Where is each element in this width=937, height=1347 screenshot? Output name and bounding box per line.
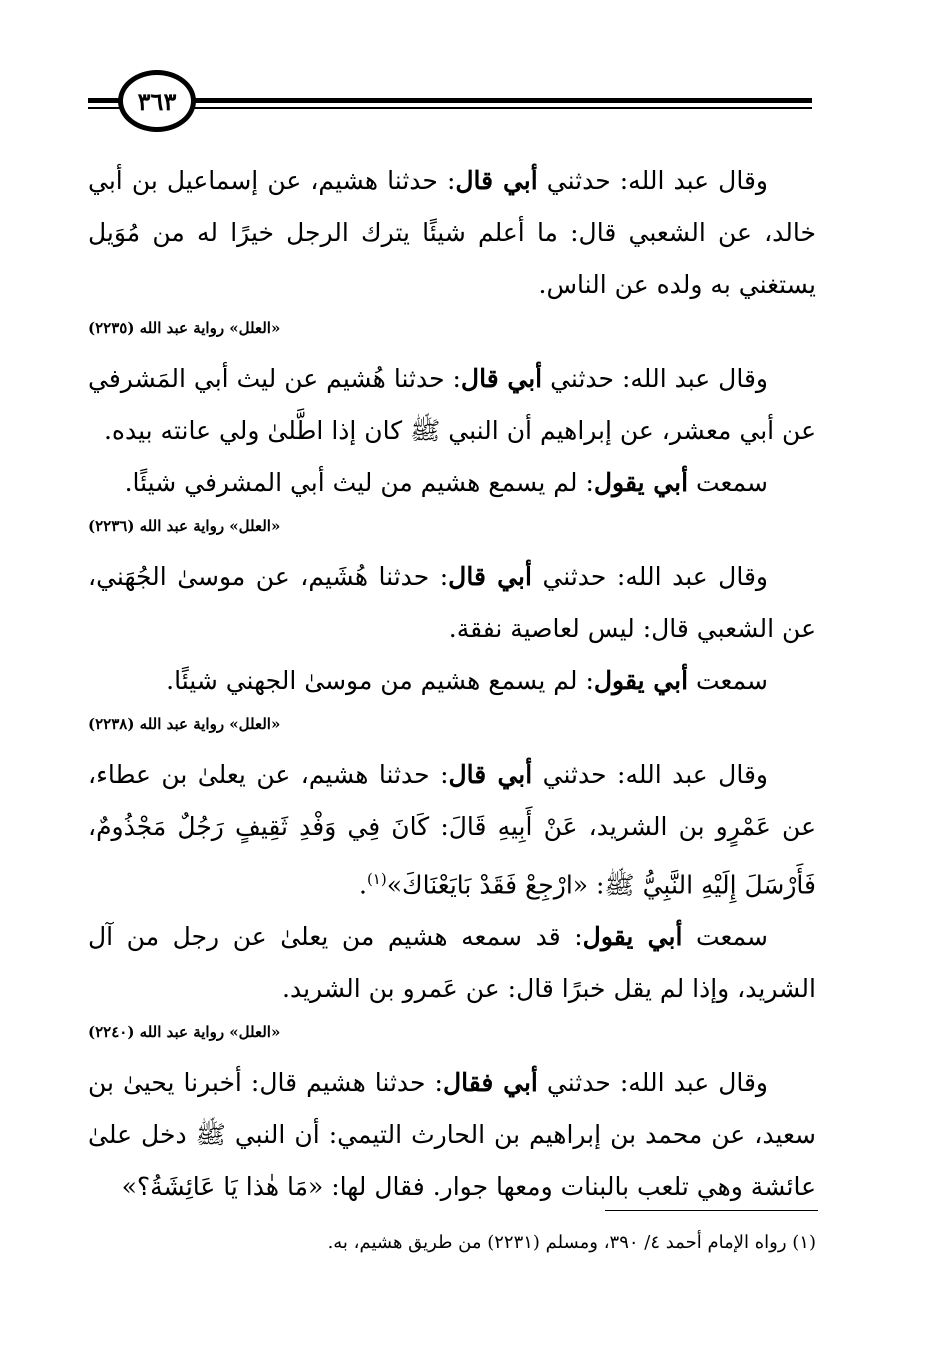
header-rule-thin: [88, 107, 812, 109]
paragraph: وقال عبد الله: حدثني أبي قال: حدثنا هُشَيم، عن موسىٰ الجُهَني، عن الشعبي قال: ليس لعاصية نفقة.: [88, 562, 816, 643]
footnote-separator: [605, 1210, 818, 1211]
paragraph: وقال عبد الله: حدثني أبي قال: حدثنا هُشيم عن ليث أبي المَشرفي عن أبي معشر، عن إبراهيم أن النبي ﷺ كان إذا اطَّلىٰ ولي عانته بيده.: [88, 364, 816, 445]
footnote-marker[interactable]: (١): [366, 870, 387, 888]
source-reference: «العلل» رواية عبد الله (٢٢٣٨): [88, 715, 281, 733]
footnote-number: (١): [792, 1232, 816, 1253]
paragraph: وقال عبد الله: حدثني أبي فقال: حدثنا هشيم قال: أخبرنا يحيىٰ بن سعيد، عن محمد بن إبراهيم بن الحارث التيمي: أن النبي ﷺ دخل علىٰ عائشة وهي تلعب بالبنات ومعها جوار. فقال لها: «مَا هٰذا يَا عَائِشَةُ؟»: [88, 1068, 816, 1202]
paragraph: وقال عبد الله: حدثني أبي قال: حدثنا هشيم، عن إسماعيل بن أبي خالد، عن الشعبي قال: ما أعلم شيئًا يترك الرجل خيرًا له من مُوَيل يستغني به ولده عن الناس.: [88, 166, 816, 299]
source-reference: «العلل» رواية عبد الله (٢٢٤٠): [88, 1023, 281, 1042]
header-rule-thick: [88, 98, 812, 103]
source-reference: «العلل» رواية عبد الله (٢٢٣٥): [88, 319, 281, 337]
source-reference: «العلل» رواية عبد الله (٢٢٣٦): [88, 517, 281, 535]
paragraph: سمعت أبي يقول: قد سمعه هشيم من يعلىٰ عن رجل من آل الشريد، وإذا لم يقل خبرًا قال: عن عَمرو بن الشريد.: [88, 922, 816, 1004]
page-number-badge: [118, 70, 196, 132]
paragraph: سمعت أبي يقول: لم يسمع هشيم من ليث أبي المشرفي شيئًا.: [124, 468, 768, 497]
footnote-text: رواه الإمام أحمد ٤/ ٣٩٠، ومسلم (٢٢٣١) من طريق هشيم، به.: [327, 1232, 787, 1253]
paragraph: سمعت أبي يقول: لم يسمع هشيم من موسىٰ الجهني شيئًا.: [166, 666, 768, 695]
page-number: ٣٦٣: [137, 86, 177, 116]
paragraph: وقال عبد الله: حدثني أبي قال: حدثنا هشيم، عن يعلىٰ بن عطاء، عن عَمْرٍو بن الشريد، عَنْ أَبِيهِ قَالَ: كَانَ فِي وَفْدِ ثَقِيفٍ رَجُلٌ مَجْذُومٌ، فَأَرْسَلَ إِلَيْهِ النَّبِيُّ ﷺ: «ارْجِعْ فَقَدْ بَايَعْنَاكَ»$^{(١)}$.: [88, 760, 816, 900]
footnote: [88, 1228, 816, 1258]
page-header: [0, 0, 937, 160]
page-content: [88, 155, 816, 1213]
